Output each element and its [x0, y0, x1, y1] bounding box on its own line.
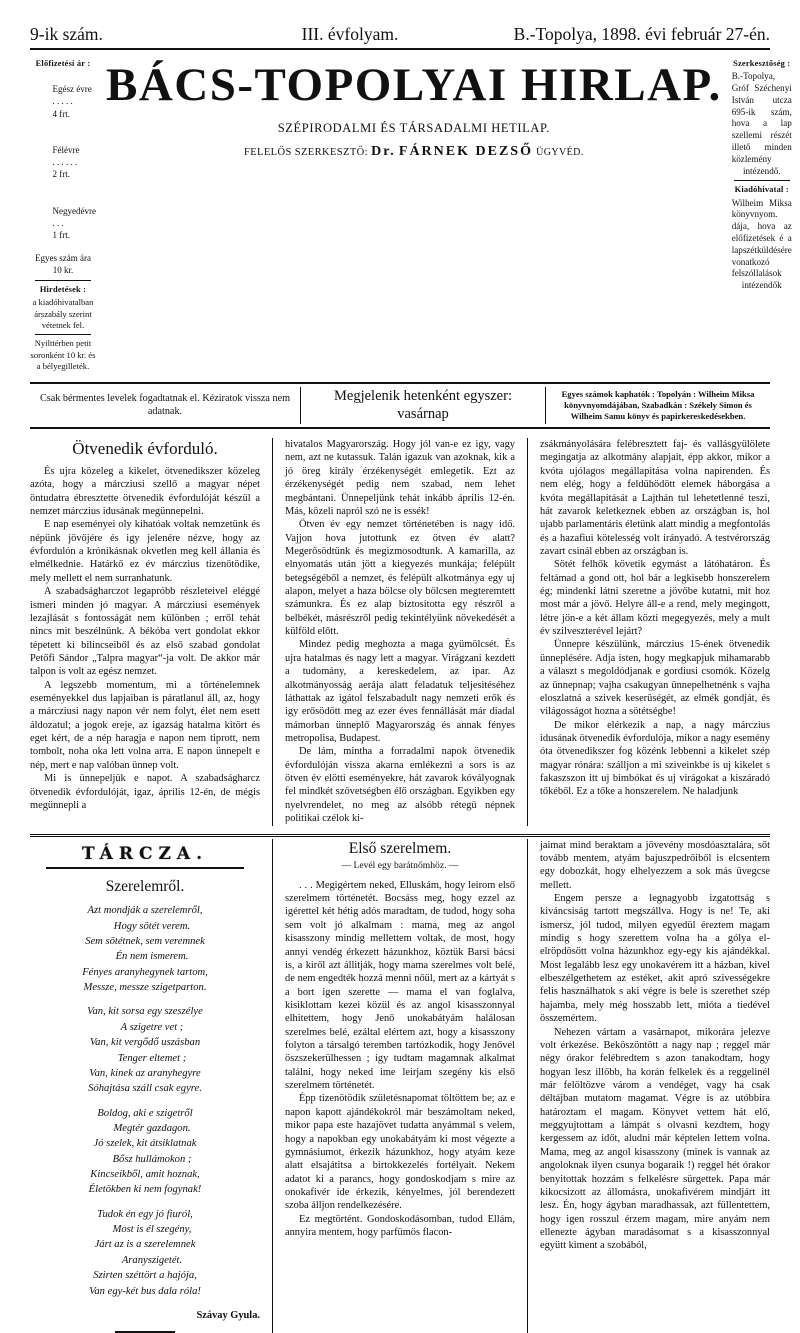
poem-line: Kincseikből, amit hoznak,: [90, 1169, 200, 1181]
main-article-columns: [30, 438, 770, 825]
article-paragraph: Mindez pedig meghozta a maga gyümölcsét. És ujra hatalmas és nagy lett a magyar. Virágzani kezdett a tudomány, a kereskedelem, az ipar. Az alkotmányosság aerája alatt feladatuk teljesitéséhez láthattak az igátol felszabadult nagy nemzeti erők és igy erősödött meg az ezer éves fennállását már diadal mámorban ünneplő Magyarország és annak fényes metropolisa, Budapest.: [285, 639, 515, 744]
paper-title: BÁCS-TOPOLYAI HIRLAP.: [105, 59, 722, 111]
feuilleton-divider: [30, 834, 770, 837]
poem-line: Tudok én egy jó fiuról,: [97, 1208, 193, 1220]
divider: [35, 280, 91, 281]
poem-line: Megtér gazdagon.: [113, 1122, 191, 1134]
divider: [734, 180, 790, 181]
poem-line: Fényes aranyhegynek tartom,: [82, 966, 208, 978]
price-row: [30, 193, 96, 254]
article-paragraph: Ötven év egy nemzet történetében is nagy idő. Vajjon hova jutottunk ez ötven év alatt? Megerősödtünk és megizmosodtunk. A kamarilla, az elnyomatás után jött a kiegyezés munkája; felépült betegségéből a nemzet, és felépült alkotmánya egy uj alapon, melyet a haza bölcse oly bölcsen megteremtett számunkra. És ez alap biztositotta egy részről a belbékét, másrészről pedig tekintélyünk növekedését a külföld előtt.: [285, 519, 515, 638]
poem-line: Sóhajtása száll csak egyre.: [88, 1083, 202, 1095]
story-paragraph: Nehezen vártam a vasárnapot, mikorára jelezve volt érkezése. Beköszöntött a nagy nap ; reggel már négy órakor felébredtem s azon tanakodtam, hogy hogyan lesz illőbb, ha korán felkelek és a reggelinél már felöltözve várom a vendéget, vagy ha csak déltájban mutatom magamat. Végre is az utóbbira határoztam el magam. Könyvet vettem hát elő, meggyujtottam a lámpát s olvasni kezdtem, hogy kergessem az időt, aludni már képtelen lettem volna. Mama, meg az angol kisasszony (minek is vannak az angoloknak ilyen csunya bogaraik !) reggel hét órakor benyitottak hozzám s felkelésre sürgettek. Papa már kikocsizott az állomásra, unokafivérem mindjárt itt lesz. Én, hogy ágyban maradhassak, azt füllentettem, hogy igen rosszul érzem magam, mire anyám nem ellenezte ágyban maradásomat s a kisasszonnyal együtt kiment a szobából,: [540, 1026, 770, 1252]
article-paragraph: Ünnepre készülünk, márczius 15-ének ötvenedik ünneplésére. Adja isten, hogy megkapjuk mihamarabb a választ s megoldódjanak e gordiusi csomók. Közelg az ünnepnap; vajha csakugyan ünnepelhetnénk s vajha eloszlatná a szivek keserüségét, az elmék gondját, és világosságot hozna a sötétségbe!: [540, 639, 770, 718]
article-paragraph: Mi is ünnepeljük e napot. A szabadságharcz ötvenedik évfordulóját, igaz, április 12-én, de mégis megünnepli a: [30, 773, 260, 811]
issue-number: 9-ik szám.: [30, 24, 103, 44]
story-paragraph: . . . Megigértem neked, Elluskám, hogy leirom első szerelmem történetét. Bocsáss meg, hogy ezzel az igérettel két hétig adós maradtam, de tudod, hogy soha sem volt jó alkalmam : mama, meg az angol kisasszony mindig mellettem voltak, de most, hogy annyi vendég érkezett házunkhoz, köztük Barsi bácsi is, a kiről azt állitják, hogy mama szerelmes volt belé, de nem engedték hozzá menni nőül, mert az a kártyát s a bort igen szerette — mama el van foglalva, kisiklottam kezei közül és az angol kisasszonnyal elhitettem, hogy Jenő unokabátyám halálosan szerelmes belé, ezáltal elértem azt, hogy a kisasszony folyton a társalgó teremben tartózkodik, hogy Jenővel öszszekerülhessen ; igy tudtam magamnak alkalmat találni, hogy neked ime leirjam szegény kis első szerelmem történetét.: [285, 879, 515, 1092]
price-label: Félévre: [52, 144, 80, 155]
notice-bar: [30, 382, 770, 429]
article-paragraph: E nap eseményei oly kihatóak voltak nemzetünk és népünk jövőjére és igy jelenére nézve, hogy az évfordulón a krónikásnak okvetlen meg kell állania és elmélkednie. Határkő ez év márczius tizenötödike, mely mellett el nem surranhatunk.: [30, 519, 260, 584]
poem-line: Szirten széttört a hajója,: [93, 1270, 197, 1282]
poem-line: Van egy-két bus dala róla!: [89, 1285, 201, 1297]
subscription-box: [30, 58, 102, 372]
open-column-terms: Nyilttérben petit soronként 10 kr. és a bélyegilleték.: [30, 338, 96, 371]
poem-stanza: [30, 1004, 260, 1096]
notice-bar-wrapper: [30, 382, 770, 429]
article-paragraph: És ujra közeleg a kikelet, ötvenedikszer közeleg azóta, hogy a márcziusi szellő a magyar népet öntudatra ébresztette ötvenedik évfordulóját készül a nemzet márczius idusának megünnepelni.: [30, 465, 260, 518]
price-value: 1 frt.: [52, 229, 70, 240]
divider: [46, 867, 244, 869]
editor-name: FÁRNEK DEZSŐ: [398, 144, 533, 159]
poem-line: Boldog, aki e szigetről: [97, 1107, 193, 1119]
editor-line: [106, 144, 722, 160]
article-column-3: [527, 438, 770, 825]
feuilleton-column-1: [30, 839, 260, 1333]
article-title: Ötvenedik évforduló.: [72, 439, 218, 459]
story-paragraph: jaimat mind beraktam a jövevény mosdóasztalára, sőt tovább mentem, atyám bajuszpedrőiből is elcsentem egy dobozkát, hogy elhelyezzem a sok más üvegcse mellett.: [540, 839, 770, 891]
editorial-office-box: [726, 58, 792, 372]
poem-line: Sem sötétnek, sem veremnek: [85, 935, 205, 947]
price-row: [30, 132, 96, 193]
article-paragraph: zsákmányolására felébresztett faj- és vallásgyülölete megingatja az alkotmány alapjait, épp akkor, mikor a kvóta ujólagos megállapitása volna napirenden. És nem elég, hogy a feldühödött elemek háborgása a kvóta megállapitását a Lajthán tul lehetetlenné teszi, hát zavarok keletkeznek ebben az országban is, hol ujabb parlamentáris életünk alatt mindig a megfontolás és a hazafiui kötelesség volt irányadó. A testvérország zavart csinál ebben az országban is.: [540, 439, 770, 557]
frequency-line-2: vasárnap: [397, 405, 449, 422]
feuilleton-columns: [30, 839, 770, 1333]
story-subtitle: — Levél egy barátnőmhöz. —: [341, 860, 459, 872]
frequency-line-1: Megjelenik hetenként egyszer:: [334, 388, 512, 405]
notice-where-to-buy: Egyes számok kaphatók : Topolyán : Wilheim Miksa könyvnyomdájában, Szabadkán : Székely Simon és Wilheim Samu könyv és papirkereskedésekben.: [561, 388, 755, 422]
poem-line: Hogy sötét verem.: [113, 920, 191, 932]
masthead: [30, 56, 792, 372]
subscription-heading: Előfizetési ár :: [35, 59, 91, 68]
page-header-line: [30, 24, 770, 48]
price-dots: . . . . .: [52, 96, 73, 107]
notice-manuscripts: Csak bérmentes levelek fogadtatnak el. Kéziratok vissza nem adatnak.: [30, 387, 301, 424]
price-label: Egész évre: [52, 84, 92, 95]
publication-dateline: B.-Topolya, 1898. évi február 27-én.: [513, 24, 770, 44]
divider: [35, 334, 91, 335]
price-list: [30, 71, 96, 253]
story-paragraph: Engem persze a legnagyobb izgatottság s kiváncsiság tartott megszállva. Hogy is ne! Te, aki ismersz, jól tudod, milyen egyedül éreztem magam mindig s hogy szerettem volna ha a gólya el-elröpdösött volna házunkhoz egy-egy kis ajándékkal. Most legalább lesz egy unokavérem itt a házban, kivel elbeszélgethetem az estéket, akit apró szivességekre felis használhatok s aki végre is bele is szerethet szép hajamba, mely még hosszabb lett, mióta a tiedével összemértem.: [540, 892, 770, 1025]
poem-line: Jó szelek, kit átsiklatnak: [93, 1138, 197, 1150]
volume-number: III. évfolyam.: [301, 24, 399, 44]
notice-frequency: [301, 387, 546, 424]
article-paragraph: De lám, mintha a forradalmi napok ötvenedik évfordulóján vissza akarna emlékezni a sors is az ötven év elötti eseményekre, hát zavarok kóvályognak fel mindkét szövetségben élő országban. Egyikben egy nyelvrendelet, no meg az alsóbb rétegü népnek politikai czélok ki-: [285, 746, 515, 825]
article-column-1: [30, 438, 260, 825]
single-copy-price: Egyes szám ára 10 kr.: [35, 253, 91, 276]
story-paragraph: Ez megtörtént. Gondoskodásomban, tudod Ellám, annyira mentem, hogy parfümös flacon-: [285, 1213, 515, 1239]
story-title: Első szerelmem.: [348, 839, 452, 857]
editor-role-label: FELELŐS SZERKESZTŐ:: [243, 147, 368, 158]
poem-stanza: [30, 1106, 260, 1198]
poem-line: Én nem ismerem.: [115, 951, 189, 963]
poem-line: Azt mondják a szerelemről,: [87, 905, 203, 917]
editorial-heading: Szerkesztőség :: [733, 59, 791, 68]
ads-terms: a kiadóhivatalban árszabály szerint vétetnek fel.: [32, 297, 94, 330]
publisher-address: Wilheim Miksa könyvnyom. dája, hova az előfizetések é a lapszétküldésére vonatkozó felszóllalások intézendők: [731, 197, 792, 291]
poem-line: Életökben ki nem fogynak!: [88, 1184, 202, 1196]
price-value: 2 frt.: [52, 169, 70, 180]
article-column-2: [272, 438, 515, 825]
price-value: 4 frt.: [52, 108, 70, 119]
header-divider: [30, 48, 770, 50]
poem-line: Aranyszigetét.: [121, 1254, 183, 1266]
article-paragraph: Sötét felhők követik egymást a látóhatáron. És feltámad a gond ott, hol bár a legkisebb honszerelem ég; mindenki látni szeretne a jövőbe kutatni, mit hoz most már a jövő. Helyre áll-e a rend, mely megingott, létre jön-e a két állam közti megegyezés, mely a mult év szilveszterével lejárt?: [540, 559, 770, 638]
feuilleton-column-2: [272, 839, 515, 1333]
price-row: [30, 71, 96, 132]
poem-line: Van, kinek az aranyhegyre: [89, 1067, 201, 1079]
feuilleton-column-3: [527, 839, 770, 1333]
paper-subtitle: SZÉPIRODALMI ÉS TÁRSADALMI HETILAP.: [277, 121, 550, 135]
poem-line: Járt az is a szerelemnek: [94, 1239, 196, 1251]
poem-stanza: [30, 1207, 260, 1299]
poem-body: [30, 903, 260, 1323]
editor-title: Dr.: [371, 144, 396, 159]
article-paragraph: hivatalos Magyarország. Hogy jól van-e ez igy, vagy nem, azt ne kutassuk. Talán igazuk van azoknak, kik a jó öreg király érzékenységét emlegetik. Ezt az érzékenységét pedig nem szabad, nem lehet megbántani. Ünnepeljünk tehát inkább április 12-én. Más, közeli napról szó ne is essék!: [285, 439, 515, 517]
editor-profession: ÜGYVÉD.: [536, 147, 584, 158]
poem-signature: Szávay Gyula.: [196, 1309, 260, 1321]
feuilleton-masthead: TÁRCZA.: [81, 843, 209, 864]
price-dots: . . .: [52, 217, 64, 228]
publisher-heading: Kiadóhivatal :: [734, 185, 789, 195]
masthead-center: [102, 58, 726, 372]
poem-line: Van, kit sorsa egy szeszélye: [87, 1006, 203, 1018]
editorial-address: B.-Topolya, Gróf Széchenyi István utcza 695-ik szám, hova a lap szellemi részét illető minden közlemény intézendő.: [731, 71, 792, 176]
poem-line: A szigetre vet ;: [120, 1021, 184, 1033]
poem-line: Tenger eltemet ;: [117, 1052, 187, 1064]
article-paragraph: A legszebb momentum, mi a történelemnek eseményekkel dus lapjaiban is páratlanul áll, az, hogy a márcziusi nagy napon vér nem folyt, élet nem esett áldozatul; a jogok ereje, az igazság hatalma kitört és eget kért, de a nép haragja e napon nem tiprott, nem tombolt, noha oka lett volna arra. E napon ünnepelt e nép, mert e nap valóban ünnep volt.: [30, 679, 260, 771]
poem-line: Bősz hullámokon ;: [112, 1153, 192, 1165]
price-label: Negyedévre: [52, 205, 96, 216]
poem-line: Van, kit vergődő uszásban: [89, 1037, 201, 1049]
poem-title: Szerelemről.: [105, 878, 185, 896]
poem-line: Most is él szegény,: [112, 1224, 192, 1236]
poem-line: Messze, messze szigetparton.: [83, 982, 207, 994]
poem-stanza: [30, 903, 260, 995]
story-paragraph: Épp tizenötödik születésnapomat töltöttem be; az e napon kapott ajándékokról már beszámoltam neked, mikor papa este hazajövet tudatta anyámmal s velem, hogy a napokban egy unokabátyám ki most végezte a gymnásiumot, érkezik házunkhoz, hogy atyám keze alatt elsajátitsa a birtokkezelés fortélyait. Nekem adatot ki a parancs, hogy gondoskodjam s mire az onokafivér ide érkezik, kényelmes, jól berendezett szoba álljon rendelkezésére.: [285, 1093, 515, 1212]
article-paragraph: De mikor elérkezik a nap, a nagy márczius idusának ötvenedik évfordulója, mikor a nagy esemény óta ötvenedikszer fog közénk lebbenni a kikelet szép magyar rónára: szálljon a mi sziveinkbe is uj kikelet s fakaszszon itt uj bimbókat és uj virágokat a kiszáradó tőkéből. Ez a tőke a honszerelem. Ne haladjunk: [540, 719, 770, 798]
article-paragraph: A szabadságharczot legapróbb részleteivel eléggé ismeri minden jó magyar. A márcziusi események lezajlását s fontosságát nem különben ; erről tehát nincs mit beszélnünk. A békóba vert gondolat ekkor tépetett ki bilincseiből és az első szabad gondolat Petőfi Sándor „Talpra magyar“-ja volt. De akkor már talpon is volt az egész nemzet.: [30, 586, 260, 678]
price-dots: . . . . . .: [52, 157, 78, 168]
ads-heading: Hirdetések :: [39, 285, 87, 295]
